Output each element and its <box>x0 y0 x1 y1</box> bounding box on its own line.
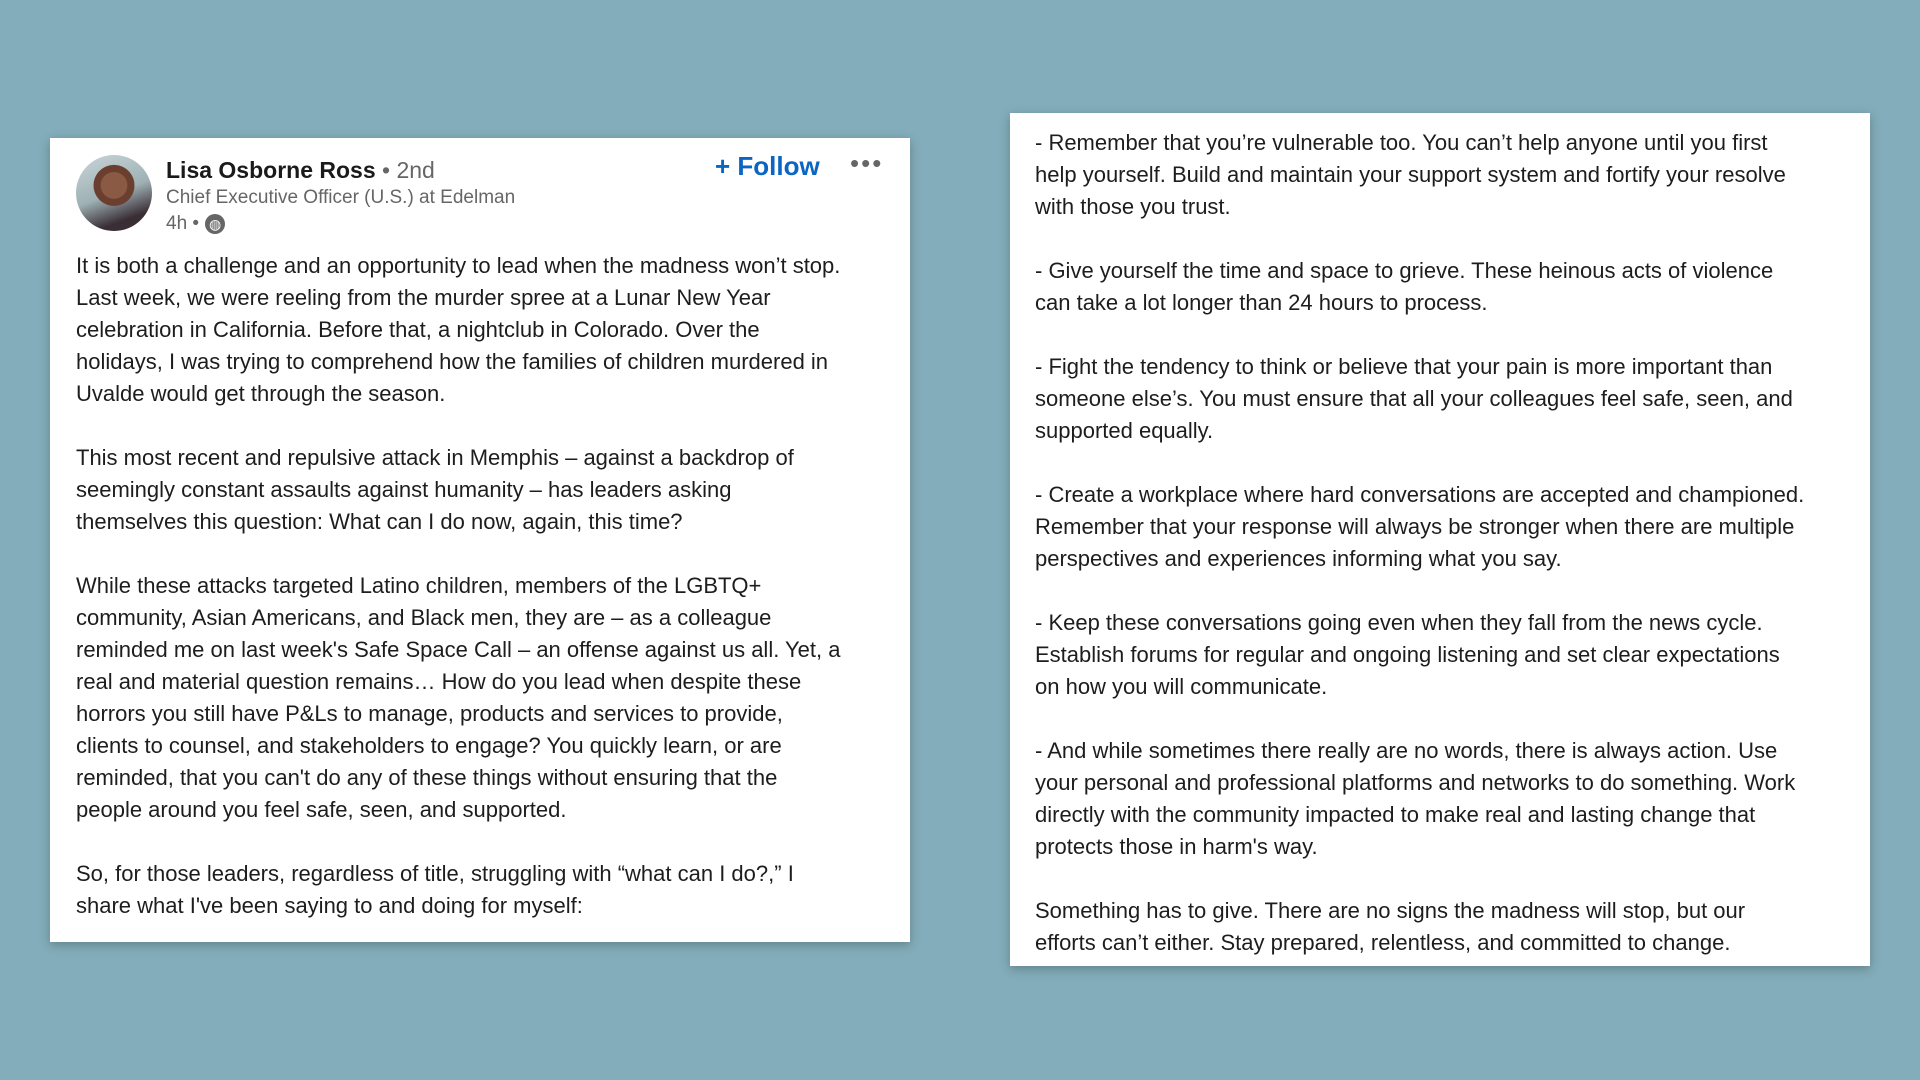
paragraph <box>1035 735 1804 863</box>
text-line: reminded me on last week's Safe Space Call – an offense against us all. Yet, a <box>76 637 841 662</box>
text-line: This most recent and repulsive attack in Memphis – against a backdrop of <box>76 445 794 470</box>
text-line: someone else’s. You must ensure that all your colleagues feel safe, seen, and <box>1035 386 1793 411</box>
text-line: supported equally. <box>1035 418 1214 443</box>
text-line: your personal and professional platforms and networks to do something. Work <box>1035 770 1796 795</box>
text-line: - Give yourself the time and space to grieve. These heinous acts of violence <box>1035 258 1774 283</box>
text-line: - And while sometimes there really are no words, there is always action. Use <box>1035 738 1778 763</box>
paragraph <box>1035 895 1804 959</box>
text-line: themselves this question: What can I do now, again, this time? <box>76 509 683 534</box>
text-line: share what I've been saying to and doing for myself: <box>76 893 583 918</box>
paragraph <box>1035 607 1804 703</box>
text-line: Uvalde would get through the season. <box>76 381 446 406</box>
more-options-icon[interactable]: ••• <box>850 148 884 178</box>
follow-button[interactable]: + Follow <box>715 151 820 181</box>
post-meta <box>166 213 225 235</box>
text-line: celebration in California. Before that, a nightclub in Colorado. Over the <box>76 317 760 342</box>
text-line: Last week, we were reeling from the murder spree at a Lunar New Year <box>76 285 771 310</box>
text-line: - Fight the tendency to think or believe that your pain is more important than <box>1035 354 1773 379</box>
text-line: real and material question remains… How do you lead when despite these <box>76 669 802 694</box>
post-card-left <box>50 138 910 942</box>
author-headline: Chief Executive Officer (U.S.) at Edelman <box>166 187 516 208</box>
text-line: perspectives and experiences informing what you say. <box>1035 546 1562 571</box>
text-line: people around you feel safe, seen, and supported. <box>76 797 567 822</box>
text-line: So, for those leaders, regardless of title, struggling with “what can I do?,” I <box>76 861 794 886</box>
paragraph <box>1035 127 1804 223</box>
text-line: Establish forums for regular and ongoing listening and set clear expectations <box>1035 642 1780 667</box>
text-line: - Remember that you’re vulnerable too. You can’t help anyone until you first <box>1035 130 1768 155</box>
globe-icon: ◍ <box>205 214 225 234</box>
text-line: horrors you still have P&Ls to manage, products and services to provide, <box>76 701 783 726</box>
paragraph <box>1035 351 1804 447</box>
connection-degree: • 2nd <box>382 157 435 183</box>
text-line: - Keep these conversations going even when they fall from the news cycle. <box>1035 610 1763 635</box>
post-time: 4h • <box>166 213 200 234</box>
paragraph <box>76 442 841 538</box>
paragraph <box>76 250 841 410</box>
text-line: clients to counsel, and stakeholders to engage? You quickly learn, or are <box>76 733 782 758</box>
post-body-left <box>76 250 841 922</box>
text-line: community, Asian Americans, and Black men, they are – as a colleague <box>76 605 772 630</box>
paragraph <box>1035 479 1804 575</box>
text-line: It is both a challenge and an opportunity to lead when the madness won’t stop. <box>76 253 841 278</box>
author-name-row[interactable] <box>166 157 435 184</box>
text-line: holidays, I was trying to comprehend how the families of children murdered in <box>76 349 829 374</box>
text-line: efforts can’t either. Stay prepared, relentless, and committed to change. <box>1035 930 1731 955</box>
text-line: with those you trust. <box>1035 194 1231 219</box>
text-line: protects those in harm's way. <box>1035 834 1318 859</box>
text-line: directly with the community impacted to make real and lasting change that <box>1035 802 1756 827</box>
post-card-right <box>1010 113 1870 966</box>
paragraph <box>76 858 841 922</box>
author-avatar[interactable] <box>76 155 152 231</box>
text-line: reminded, that you can't do any of these things without ensuring that the <box>76 765 778 790</box>
text-line: Remember that your response will always be stronger when there are multiple <box>1035 514 1795 539</box>
paragraph <box>1035 255 1804 319</box>
paragraph <box>76 570 841 826</box>
text-line: - Create a workplace where hard conversations are accepted and championed. <box>1035 482 1805 507</box>
text-line: Something has to give. There are no signs the madness will stop, but our <box>1035 898 1746 923</box>
text-line: can take a lot longer than 24 hours to process. <box>1035 290 1488 315</box>
post-body-right <box>1035 127 1804 959</box>
text-line: seemingly constant assaults against humanity – has leaders asking <box>76 477 732 502</box>
text-line: While these attacks targeted Latino children, members of the LGBTQ+ <box>76 573 762 598</box>
author-name[interactable]: Lisa Osborne Ross <box>166 157 376 183</box>
text-line: help yourself. Build and maintain your support system and fortify your resolve <box>1035 162 1786 187</box>
text-line: on how you will communicate. <box>1035 674 1328 699</box>
